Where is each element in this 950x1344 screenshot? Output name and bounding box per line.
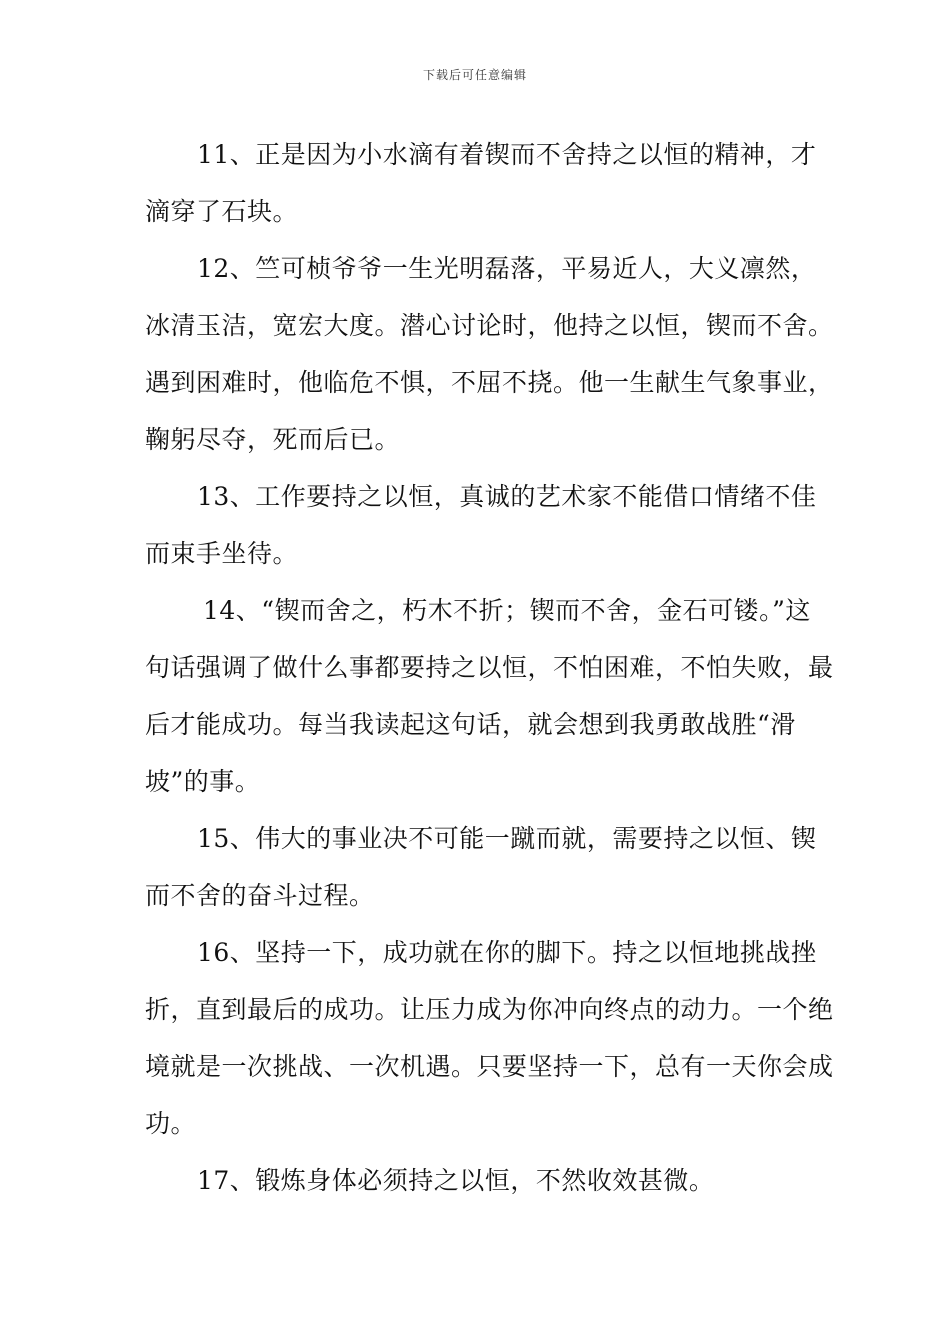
paragraph-17: 17、锻炼身体必须持之以恒，不然收效甚微。	[197, 1166, 715, 1195]
page-header: 下载后可任意编辑	[422, 68, 527, 82]
paragraph-12: 12、竺可桢爷爷一生光明磊落，平易近人，大义凛然，冰清玉洁，宽宏大度。潜心讨论时，他持之以恒，锲而不舍。遇到困难时，他临危不惧，不屈不挠。他一生献生气象事业，鞠躬尽夺，死而后已。	[145, 254, 834, 454]
paragraph-13: 13、工作要持之以恒，真诚的艺术家不能借口情绪不佳而束手坐待。	[145, 482, 817, 568]
paragraph-15: 15、伟大的事业决不可能一蹴而就，需要持之以恒、锲而不舍的奋斗过程。	[145, 824, 817, 910]
document-body	[145, 126, 835, 1209]
paragraph-14: 14、“锲而舍之，朽木不折；锲而不舍，金石可镂。”这句话强调了做什么事都要持之以恒，不怕困难，不怕失败，最后才能成功。每当我读起这句话，就会想到我勇敢战胜“滑坡”的事。	[145, 596, 834, 796]
paragraph-11: 11、正是因为小水滴有着锲而不舍持之以恒的精神，才滴穿了石块。	[145, 140, 817, 226]
paragraph-16: 16、坚持一下，成功就在你的脚下。持之以恒地挑战挫折，直到最后的成功。让压力成为你冲向终点的动力。一个绝境就是一次挑战、一次机遇。只要坚持一下，总有一天你会成功。	[145, 938, 834, 1138]
